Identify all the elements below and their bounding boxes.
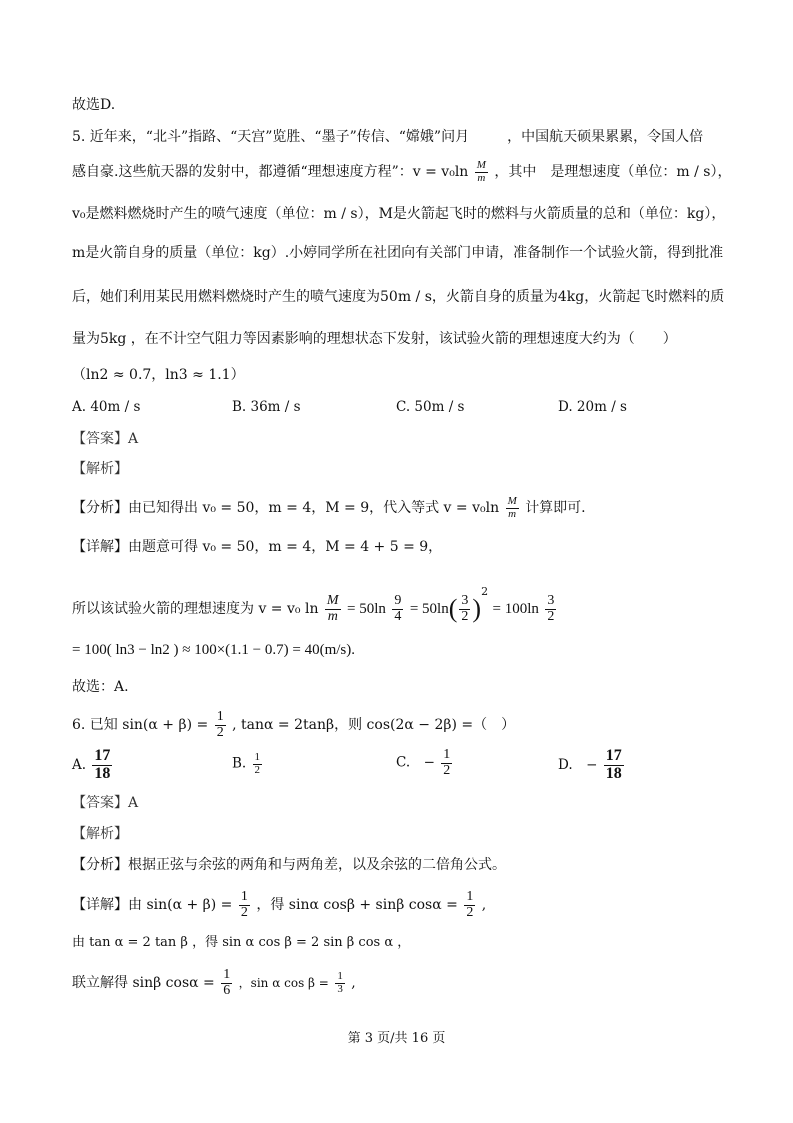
q5-analysis-line	[72, 496, 586, 520]
text: 【答案】A	[72, 431, 139, 447]
text: 计算即可.	[525, 500, 586, 517]
text: 感自豪.这些航天器的发射中，都遵循“理想速度方程”：v = v₀ln	[72, 164, 469, 181]
text: 故选：A.	[72, 679, 129, 695]
text: 【详解】由 sin(α + β) =	[72, 897, 233, 914]
paren-close: )	[472, 594, 482, 623]
formula-fraction: $\frac{1}{2}$	[240, 889, 248, 920]
formula-fraction: $\frac{3}{2}$	[461, 592, 469, 624]
text: ,	[481, 897, 487, 914]
q5-stem-line-1	[72, 130, 703, 144]
formula-fraction: $\frac{M}{m}$	[507, 495, 517, 520]
formula-fraction: $\frac{1}{2}$	[443, 747, 451, 778]
q6-option-c: C. − $\frac{1}{2}$	[396, 747, 451, 778]
q5-stem-line-5	[72, 290, 724, 304]
text: 【分析】根据正弦与余弦的两角和与两角差，以及余弦的二倍角公式。	[72, 857, 506, 873]
q5-option-b: B. 36m / s	[232, 399, 301, 415]
q6-detail-line-1	[72, 890, 486, 920]
text: 故选D.	[72, 97, 116, 113]
q5-option-a: A. 40m / s	[72, 399, 141, 415]
formula-fraction: $\frac{3}{2}$	[547, 592, 555, 624]
text: 【详解】由题意可得 v₀ = 50，m = 4，M = 4 + 5 = 9，	[72, 539, 443, 555]
text: 【解析】	[72, 461, 128, 477]
formula-fraction: $\frac{1}{2}$	[466, 889, 474, 920]
q5-hint-line	[72, 368, 245, 382]
q5-conclusion	[72, 680, 129, 694]
text: = 100ln	[492, 601, 539, 617]
formula-fraction: $\frac{1}{3}$	[337, 970, 343, 995]
text: 所以该试验火箭的理想速度为 v = v₀ ln	[72, 601, 319, 617]
text: （ln2 ≈ 0.7，ln3 ≈ 1.1）	[72, 367, 245, 383]
q6-detail-line-3	[72, 968, 356, 998]
exponent: 2	[481, 585, 489, 598]
q6-analysis-line	[72, 858, 506, 872]
q5-stem-line-4	[72, 246, 723, 260]
q6-option-b: B. $\frac{1}{2}$	[232, 751, 261, 776]
text: 6. 已知 sin(α + β) =	[72, 717, 209, 734]
previous-answer-line	[72, 98, 115, 112]
formula-fraction: $\frac{17}{18}$	[605, 747, 622, 782]
text: = 50ln	[409, 601, 449, 617]
text: 【分析】由已知得出 v₀ = 50，m = 4，M = 9，代入等式 v = v₀ln	[72, 500, 500, 517]
text: v₀是燃料燃烧时产生的喷气速度（单位：m / s），M是火箭起飞时的燃料与火箭质量的总和（单位：kg），	[72, 206, 726, 222]
q5-detail-line	[72, 540, 442, 554]
text: 联立解得 sinβ cosα =	[72, 975, 215, 992]
formula-fraction: $\frac{1}{2}$	[254, 751, 261, 776]
text: 量为5kg ，在不计空气阻力等因素影响的理想状态下发射，该试验火箭的理想速度大约为（ ）	[72, 331, 677, 347]
text: 【答案】A	[72, 795, 139, 811]
text: ，sin α cos β =	[238, 976, 329, 991]
q5-calc-line-1	[72, 586, 558, 624]
text: ，中国航天硕果累累，令国人倍	[507, 129, 704, 145]
paren-open: (	[448, 594, 458, 623]
q6-analysis-heading	[72, 827, 128, 841]
q5-analysis-heading	[72, 462, 128, 476]
formula-fraction: $\frac{9}{4}$	[394, 592, 402, 624]
formula-fraction: $\frac{17}{18}$	[94, 747, 111, 782]
q5-stem-line-3	[72, 207, 725, 221]
text: , tanα = 2tanβ，则 cos(2α − 2β) =（ ）	[232, 717, 516, 734]
text: 后，她们利用某民用燃料燃烧时产生的喷气速度为50m / s，火箭自身的质量为4kg，火箭起飞时燃料的质	[72, 289, 725, 305]
q5-stem-line-2	[72, 160, 731, 184]
q6-stem	[72, 710, 515, 740]
q5-option-c: C. 50m / s	[396, 399, 465, 415]
q6-option-d: D. − $\frac{17}{18}$	[558, 747, 622, 782]
text: ,	[351, 975, 356, 992]
formula-fraction: $\frac{1}{2}$	[216, 709, 224, 740]
q5-calc-line-2	[72, 643, 355, 658]
page-footer: 第 3 页/共 16 页	[347, 1031, 446, 1046]
formula-fraction: $\frac{1}{6}$	[223, 967, 231, 998]
text: 5. 近年来，“北斗”指路、“天宫”览胜、“墨子”传信、“嫦娥”问月	[72, 129, 470, 145]
text: ，其中 是理想速度（单位：m / s），	[494, 164, 732, 181]
q6-option-a: A. $\frac{17}{18}$	[72, 747, 111, 782]
formula-fraction: $\frac{M}{m}$	[476, 159, 486, 184]
q5-stem-line-6	[72, 332, 677, 346]
text: = 100( ln3 − ln2 ) ≈ 100×(1.1 − 0.7) = 40(m/s).	[72, 642, 356, 658]
q6-detail-line-2	[72, 936, 410, 949]
text: 【解析】	[72, 826, 128, 842]
formula-fraction: $\frac{M}{m}$	[326, 592, 339, 624]
text: ，得 sinα cosβ + sinβ cosα =	[256, 897, 458, 914]
text: = 50ln	[347, 601, 386, 617]
q5-answer	[72, 432, 138, 446]
text: m是火箭自身的质量（单位：kg）.小婷同学所在社团向有关部门申请，准备制作一个试验火箭，得到批准	[72, 245, 724, 261]
text: 由 tan α = 2 tan β ，得 sin α cos β = 2 sin β cos α ，	[72, 935, 411, 950]
q5-option-d: D. 20m / s	[558, 399, 627, 415]
q6-answer	[72, 796, 138, 810]
